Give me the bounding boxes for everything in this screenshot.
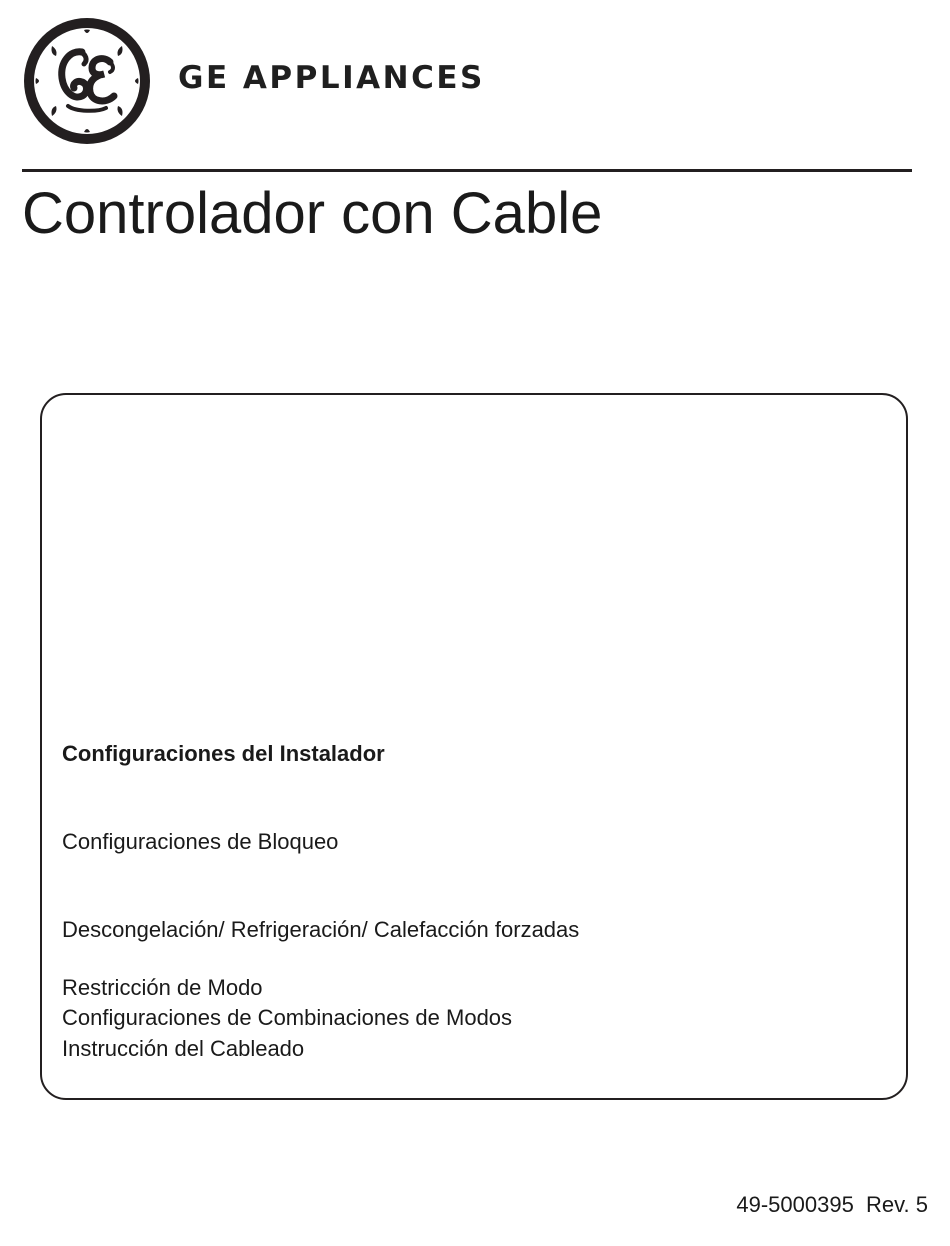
- toc-item-installer-settings: Configuraciones del Instalador: [62, 741, 385, 766]
- header-divider: [22, 169, 912, 172]
- toc-item-mode-restriction: Restricción de Modo: [62, 975, 263, 1000]
- contents-panel: [40, 393, 908, 1100]
- document-number: 49-5000395 Rev. 5: [736, 1192, 928, 1217]
- ge-monogram-logo-icon: [22, 16, 152, 146]
- toc-item-wiring-instruction: Instrucción del Cableado: [62, 1036, 305, 1061]
- toc-item-mode-combination-settings: Configuraciones de Combinaciones de Modos: [62, 1005, 513, 1030]
- toc-item-forced-operation: Descongelación/ Refrigeración/ Calefacción forzadas: [62, 917, 580, 942]
- brand-name: GE APPLIANCES: [178, 60, 485, 96]
- page-title: Controlador con Cable: [22, 181, 603, 246]
- toc-item-lock-settings: Configuraciones de Bloqueo: [62, 829, 339, 854]
